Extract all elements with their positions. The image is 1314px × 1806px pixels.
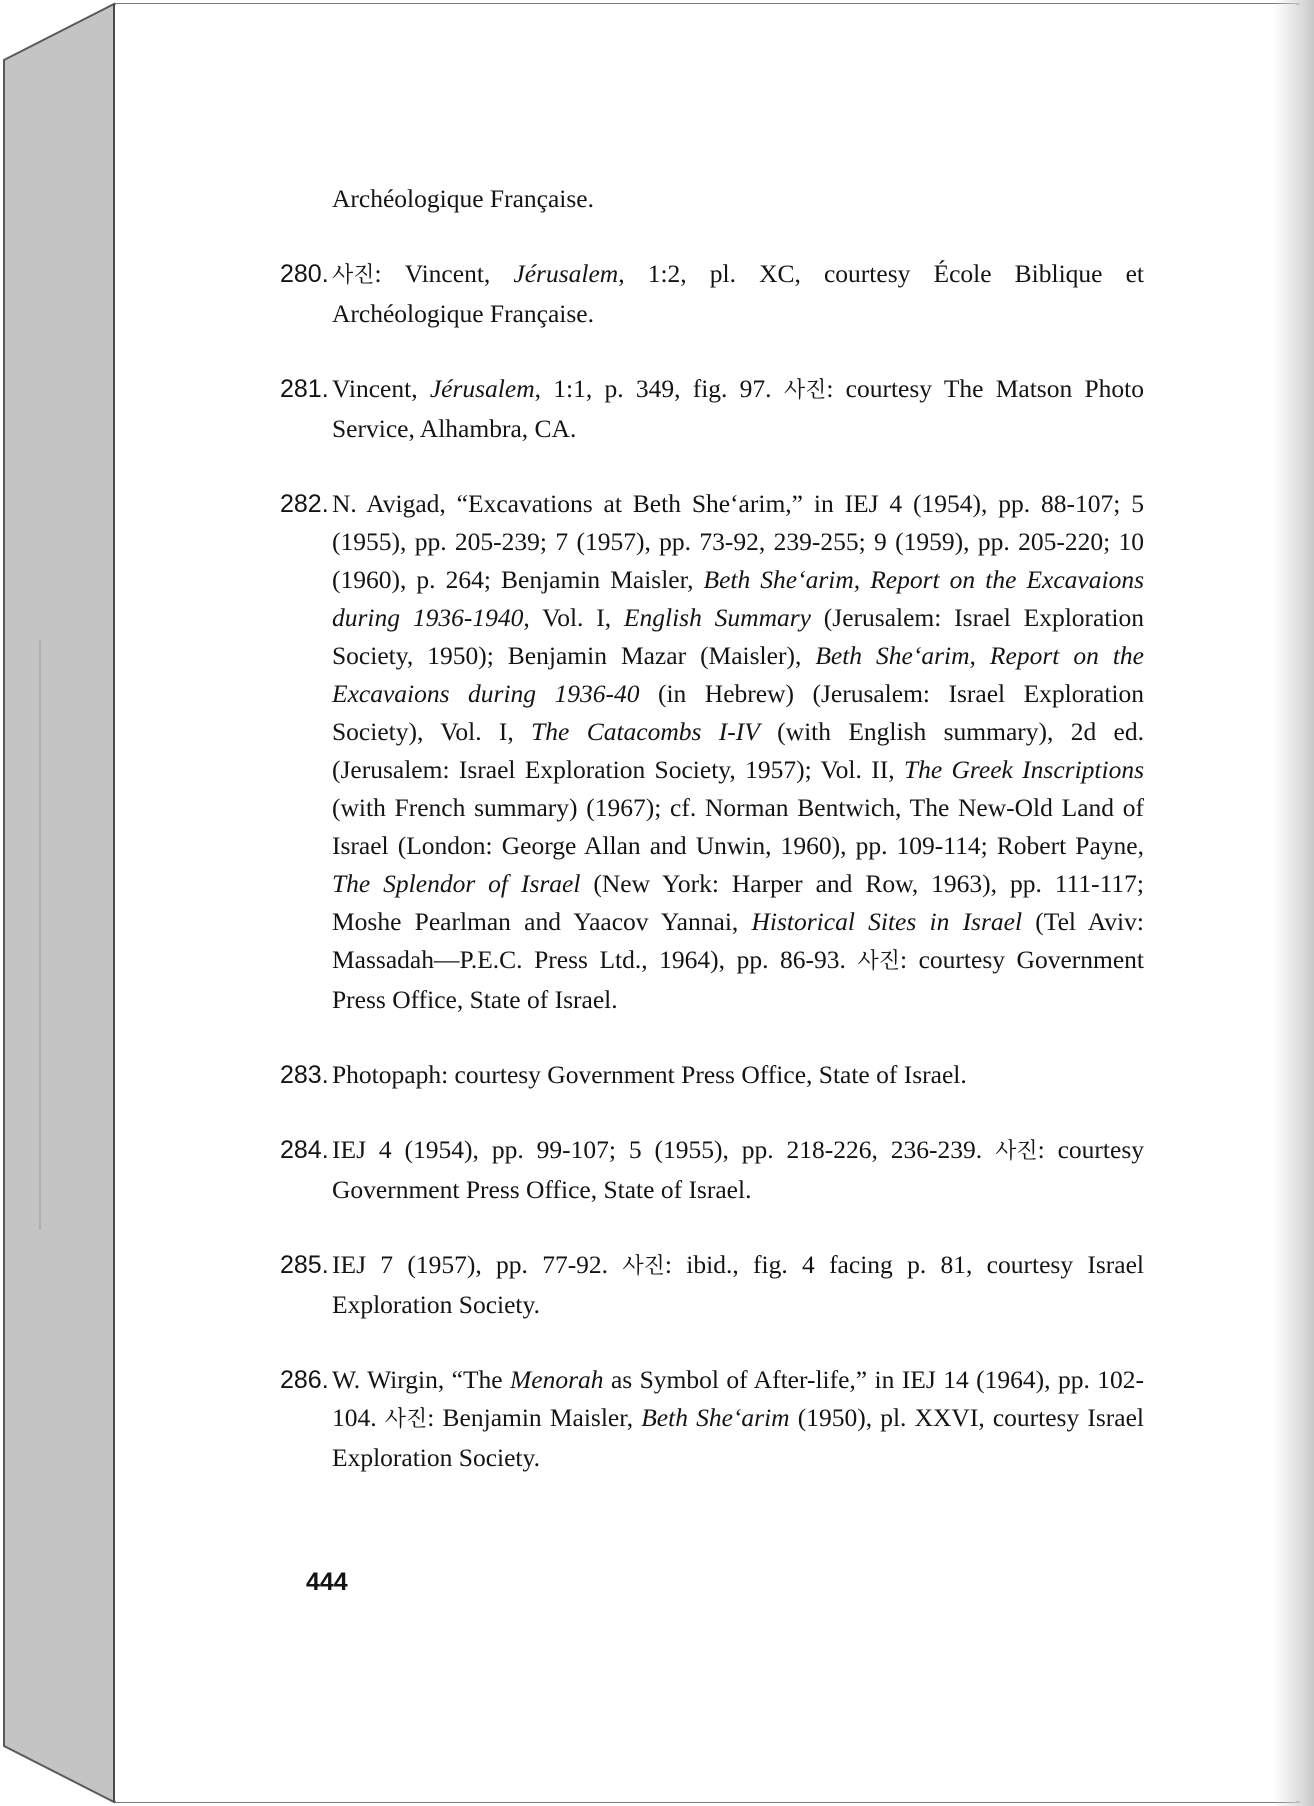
- note-text-run: Archéologique Française.: [332, 184, 594, 213]
- entry-spacer: [280, 1209, 1144, 1246]
- notes-list: [280, 180, 1144, 1477]
- page-edge-shadow: [1274, 0, 1314, 1806]
- entry-spacer: [280, 1324, 1144, 1361]
- note-entry: [280, 485, 1144, 1019]
- note-text-run: IEJ 7 (1957), pp. 77-92.: [332, 1250, 623, 1279]
- italic-title: The Greek Inscriptions: [903, 755, 1145, 784]
- note-text-run: (Jerusalem: Israel Exploration Society, 1950); Benjamin Mazar (Maisler),: [332, 603, 1145, 670]
- note-text-run: N. Avigad, “Excavations at Beth She‘arim,” in IEJ 4 (1954), pp. 88-107; 5 (1955), pp. 205-239; 7 (1957), pp. 73-92, 239-255; 9 (1959), pp. 205-220; 10 (1960), p. 264; Benjamin Maisler,: [332, 489, 1144, 594]
- note-text-run: : courtesy Government Press Office, State of Israel.: [332, 945, 1144, 1014]
- korean-label: 사진: [384, 1407, 428, 1432]
- note-text-run: Photopaph: courtesy Government Press Office, State of Israel.: [332, 1060, 967, 1089]
- korean-label: 사진: [783, 378, 827, 403]
- italic-title: Jérusalem: [429, 374, 535, 403]
- note-text-run: (with French summary) (1967); cf. Norman Bentwich, The New-Old Land of Israel (London: George Allan and Unwin, 1960), pp. 109-114; Robert Payne,: [332, 793, 1144, 860]
- italic-title: Beth She‘arim, Report on the Excavaions during 1936-1940: [332, 565, 1144, 632]
- note-text: [280, 255, 1144, 333]
- italic-title: The Splendor of Israel: [332, 869, 581, 898]
- italic-title: Beth She‘arim: [641, 1403, 790, 1432]
- entry-spacer: [280, 333, 1144, 370]
- note-number: 282.: [280, 490, 329, 518]
- note-number: 283.: [280, 1061, 329, 1089]
- korean-label: 사진: [332, 263, 375, 288]
- note-text-run: (New York: Harper and Row, 1963), pp. 111-117; Moshe Pearlman and Yaacov Yannai,: [332, 869, 1145, 936]
- note-entry: [280, 1361, 1144, 1477]
- note-text-run: : courtesy Government Press Office, State of Israel.: [332, 1135, 1144, 1204]
- entry-spacer: [280, 1094, 1144, 1131]
- note-text-run: : courtesy The Matson Photo Service, Alhambra, CA.: [332, 374, 1144, 443]
- note-text-run: : ibid., fig. 4 facing p. 81, courtesy Israel Exploration Society.: [332, 1250, 1145, 1319]
- note-text-run: (Tel Aviv: Massadah—P.E.C. Press Ltd., 1964), pp. 86-93.: [332, 907, 1144, 974]
- note-text-run: (with English summary), 2d ed. (Jerusalem: Israel Exploration Society, 1957); Vol. II,: [332, 717, 1144, 784]
- note-text-run: IEJ 4 (1954), pp. 99-107; 5 (1955), pp. 218-226, 236-239.: [332, 1135, 996, 1164]
- note-text: [280, 370, 1144, 448]
- note-text: [280, 1131, 1144, 1209]
- note-number: 281.: [280, 375, 329, 403]
- note-entry: [280, 255, 1144, 333]
- note-number: 286.: [280, 1366, 329, 1394]
- note-text-run: (1950), pl. XXVI, courtesy Israel Exploration Society.: [332, 1403, 1144, 1472]
- note-number: 285.: [280, 1251, 329, 1279]
- note-text: [280, 1361, 1144, 1477]
- korean-label: 사진: [622, 1254, 665, 1279]
- note-text: [280, 485, 1144, 1019]
- korean-label: 사진: [857, 949, 900, 974]
- note-text: [280, 1246, 1144, 1324]
- page-number: 444: [306, 1568, 348, 1596]
- entry-spacer: [280, 1019, 1144, 1056]
- entry-spacer: [280, 218, 1144, 255]
- korean-label: 사진: [995, 1139, 1038, 1164]
- note-entry: [280, 1246, 1144, 1324]
- note-continuation: [280, 180, 1144, 218]
- note-text-run: , Vol. I,: [523, 603, 624, 632]
- note-text-run: W. Wirgin, “The: [332, 1365, 511, 1394]
- note-entry: [280, 1131, 1144, 1209]
- book-spine-face: [4, 4, 114, 1802]
- note-text-run: , 1:2, pl. XC, courtesy École Biblique et Archéologique Française.: [332, 259, 1144, 328]
- italic-title: English Summary: [623, 603, 811, 632]
- note-text-run: : Benjamin Maisler,: [427, 1403, 642, 1432]
- note-text-run: as Symbol of After-life,” in IEJ 14 (1964), pp. 102-104.: [332, 1365, 1145, 1432]
- italic-title: Jérusalem: [513, 259, 619, 288]
- italic-title: Historical Sites in Israel: [751, 907, 1023, 936]
- entry-spacer: [280, 448, 1144, 485]
- note-text-run: : Vincent,: [374, 259, 514, 288]
- note-entry: [280, 1056, 1144, 1094]
- note-text-run: Vincent,: [332, 374, 430, 403]
- note-text-run: , 1:1, p. 349, fig. 97.: [534, 374, 784, 403]
- note-number: 280.: [280, 260, 329, 288]
- note-number: 284.: [280, 1136, 329, 1164]
- italic-title: Beth She‘arim, Report on the Excavaions during 1936-40: [332, 641, 1144, 708]
- note-text: [280, 1056, 1144, 1094]
- note-text-run: (in Hebrew) (Jerusalem: Israel Exploration Society), Vol. I,: [332, 679, 1144, 746]
- note-entry: [280, 370, 1144, 448]
- italic-title: The Catacombs I-IV: [531, 717, 760, 746]
- italic-title: Menorah: [510, 1365, 604, 1394]
